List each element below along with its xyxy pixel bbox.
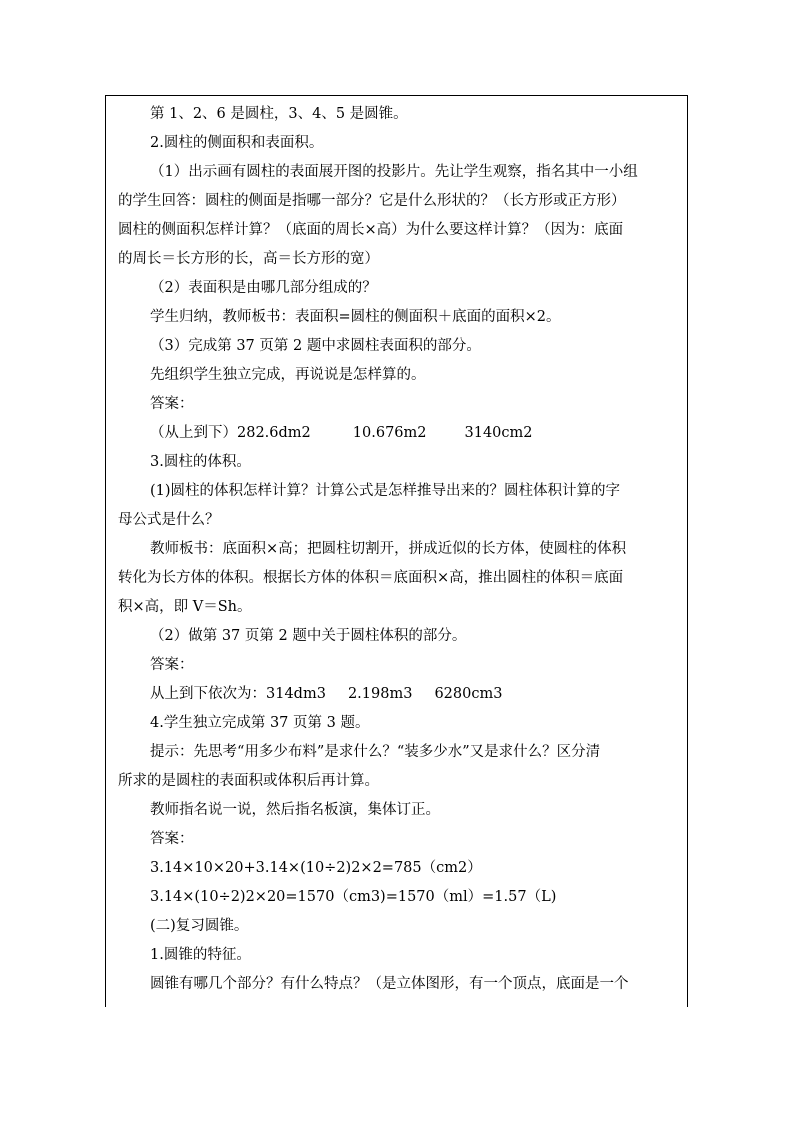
text-line: 的周长＝长方形的长，高＝长方形的宽） <box>118 251 379 267</box>
formula-line: 3.14×(10÷2)2×20=1570（cm3)=1570（ml）=1.57（L) <box>150 889 557 905</box>
text-line: 答案： <box>150 396 194 412</box>
text-line: 提示：先思考“用多少布料”是求什么？“装多少水”又是求什么？区分清 <box>150 744 601 760</box>
text-line: （3）完成第 37 页第 2 题中求圆柱表面积的部分。 <box>150 338 481 354</box>
formula-line: 3.14×10×20+3.14×(10÷2)2×2=785（cm2） <box>150 860 482 876</box>
text-line: 母公式是什么？ <box>118 512 220 528</box>
text-line: 转化为长方体的体积。根据长方体的体积＝底面积×高，推出圆柱的体积＝底面 <box>118 570 624 586</box>
text-line: (1)圆柱的体积怎样计算？计算公式是怎样推导出来的？圆柱体积计算的字 <box>150 483 621 499</box>
text-line: 2.圆柱的侧面积和表面积。 <box>150 135 324 151</box>
answer-value: 2.198m3 <box>347 686 413 702</box>
answer-value: 6280cm3 <box>434 686 503 702</box>
text-line: 3.圆柱的体积。 <box>150 454 251 470</box>
text-line: 1.圆锥的特征。 <box>150 947 251 963</box>
text-line: 教师板书：底面积×高；把圆柱切割开，拼成近似的长方体，使圆柱的体积 <box>150 541 627 557</box>
text-line: （2）表面积是由哪几部分组成的？ <box>150 280 377 296</box>
text-line: （2）做第 37 页第 2 题中关于圆柱体积的部分。 <box>150 628 467 644</box>
text-line: 先组织学生独立完成，再说说是怎样算的。 <box>150 367 426 383</box>
text-line: 第 1、2、6 是圆柱，3、4、5 是圆锥。 <box>150 106 408 122</box>
text-line: 4.学生独立完成第 37 页第 3 题。 <box>150 715 370 731</box>
answer-value: 3140cm2 <box>464 425 533 441</box>
text-line: 所求的是圆柱的表面积或体积后再计算。 <box>118 773 379 789</box>
answer-line <box>150 685 502 703</box>
answer-line <box>150 424 533 442</box>
text-line: 教师指名说一说，然后指名板演，集体订正。 <box>150 802 440 818</box>
text-line: 圆柱的侧面积怎样计算？（底面的周长×高）为什么要这样计算？（因为：底面 <box>118 222 624 238</box>
text-line: 圆锥有哪几个部分？有什么特点？（是立体图形，有一个顶点，底面是一个 <box>150 976 629 992</box>
text-line: 积×高，即 V＝Sh。 <box>118 599 252 615</box>
text-line: 答案： <box>150 657 194 673</box>
answer-value: 从上到下依次为：314dm3 <box>150 686 326 702</box>
table-cell <box>105 95 688 1007</box>
text-line: 答案： <box>150 831 194 847</box>
text-line: 学生归纳，教师板书：表面积=圆柱的侧面积＋底面的面积×2。 <box>150 309 561 325</box>
text-line: (二)复习圆锥。 <box>150 918 249 934</box>
answer-value: 10.676m2 <box>352 425 427 441</box>
text-line: （1）出示画有圆柱的表面展开图的投影片。先让学生观察，指名其中一小组 <box>150 164 638 180</box>
answer-value: （从上到下）282.6dm2 <box>150 425 311 441</box>
lesson-text <box>106 96 687 1007</box>
text-line: 的学生回答：圆柱的侧面是指哪一部分？它是什么形状的？（长方形或正方形） <box>118 193 626 209</box>
